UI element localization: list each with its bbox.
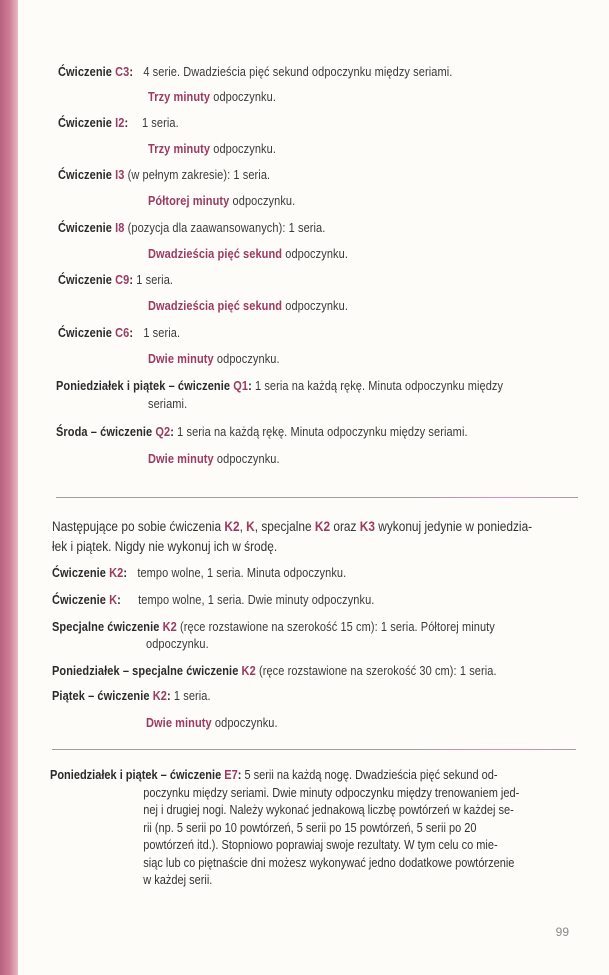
exercise-e7-paragraph: Poniedziałek i piątek – ćwiczenie E7: 5 serii na każdą nogę. Dwadzieścia pięć sekund od- poczynku między seriami. Dwie minuty odpoczynku między trenowaniem jed- nej i drugiej nogi. Należy wykonać jednakową liczbę powtórzeń w każdej se- rii (np. 5 serii po 10 powtórzeń, 5 serii po 15 powtórzeń, 5 serii po 20 powtórzeń itd.). Stopniowo poprawiaj swoje rezultaty. W tym celu co mie- siąc lub co piętnaście dni możesz wykonywać jedno dodatkowe powtórzenie w każdej serii. bbox=[50, 767, 519, 890]
rest-line: Dwadzieścia pięć sekund odpoczynku. bbox=[148, 247, 348, 261]
e7-line: powtórzeń itd.). Stopniowo poprawiaj swoje rezultaty. W tym celu co mie- bbox=[143, 838, 498, 852]
exercise-line-special-k2: Specjalne ćwiczenie K2 (ręce rozstawione na szerokość 15 cm): 1 seria. Półtorej minuty bbox=[52, 620, 495, 634]
rest-line: Dwadzieścia pięć sekund odpoczynku. bbox=[148, 299, 348, 313]
rest-line: Trzy minuty odpoczynku. bbox=[148, 142, 276, 156]
exercise-line-c6: Ćwiczenie C6: 1 seria. bbox=[58, 326, 181, 340]
rest-line: Dwie minuty odpoczynku. bbox=[146, 716, 278, 730]
exercise-line-i8: Ćwiczenie I8 (pozycja dla zaawansowanych): 1 seria. bbox=[58, 221, 326, 235]
section-divider bbox=[52, 749, 576, 750]
exercise-line-c3: Ćwiczenie C3: 4 serie. Dwadzieścia pięć sekund odpoczynku między seriami. bbox=[58, 65, 453, 79]
rest-line: Trzy minuty odpoczynku. bbox=[148, 90, 276, 104]
exercise-line-special-k2-cont: odpoczynku. bbox=[146, 637, 209, 651]
exercise-line-i3: Ćwiczenie I3 (w pełnym zakresie): 1 seria. bbox=[58, 168, 271, 182]
exercise-line-k: Ćwiczenie K: tempo wolne, 1 seria. Dwie minuty odpoczynku. bbox=[52, 593, 375, 607]
intro-paragraph: Następujące po sobie ćwiczenia K2, K, specjalne K2 oraz K3 wykonuj jedynie w poniedzia- łek i piątek. Nigdy nie wykonuj ich w środę. bbox=[52, 519, 533, 554]
page-number: 99 bbox=[555, 925, 569, 939]
e7-line: poczynku między seriami. Dwie minuty odpoczynku między trenowaniem jed- bbox=[143, 785, 520, 800]
section-divider bbox=[56, 497, 578, 498]
rest-line: Półtorej minuty odpoczynku. bbox=[148, 194, 296, 208]
exercise-line-i2: Ćwiczenie I2: 1 seria. bbox=[58, 116, 179, 130]
exercise-line-monday-k2: Poniedziałek – specjalne ćwiczenie K2 (ręce rozstawione na szerokość 30 cm): 1 seria. bbox=[52, 664, 497, 678]
rest-line: Dwie minuty odpoczynku. bbox=[148, 352, 280, 366]
exercise-line-q2: Środa – ćwiczenie Q2: 1 seria na każdą rękę. Minuta odpoczynku między seriami. bbox=[56, 425, 468, 439]
exercise-line-q1-cont: seriami. bbox=[148, 397, 188, 411]
e7-line: siąc lub co piętnaście dni możesz wykonywać jedno dodatkowe powtórzenie bbox=[143, 855, 515, 870]
e7-line: nej i drugiej nogi. Należy wykonać jednakową liczbę powtórzeń w każdej se- bbox=[143, 803, 514, 817]
exercise-line-c9: Ćwiczenie C9: 1 seria. bbox=[58, 273, 174, 287]
exercise-line-k2: Ćwiczenie K2: tempo wolne, 1 seria. Minuta odpoczynku. bbox=[52, 566, 347, 580]
exercise-line-q1: Poniedziałek i piątek – ćwiczenie Q1: 1 seria na każdą rękę. Minuta odpoczynku między bbox=[56, 379, 504, 393]
exercise-line-friday-k2: Piątek – ćwiczenie K2: 1 seria. bbox=[52, 689, 211, 703]
e7-line: w każdej serii. bbox=[143, 873, 213, 887]
rest-line: Dwie minuty odpoczynku. bbox=[148, 452, 280, 466]
e7-line: rii (np. 5 serii po 10 powtórzeń, 5 serii po 15 powtórzeń, 5 serii po 20 bbox=[143, 820, 477, 835]
